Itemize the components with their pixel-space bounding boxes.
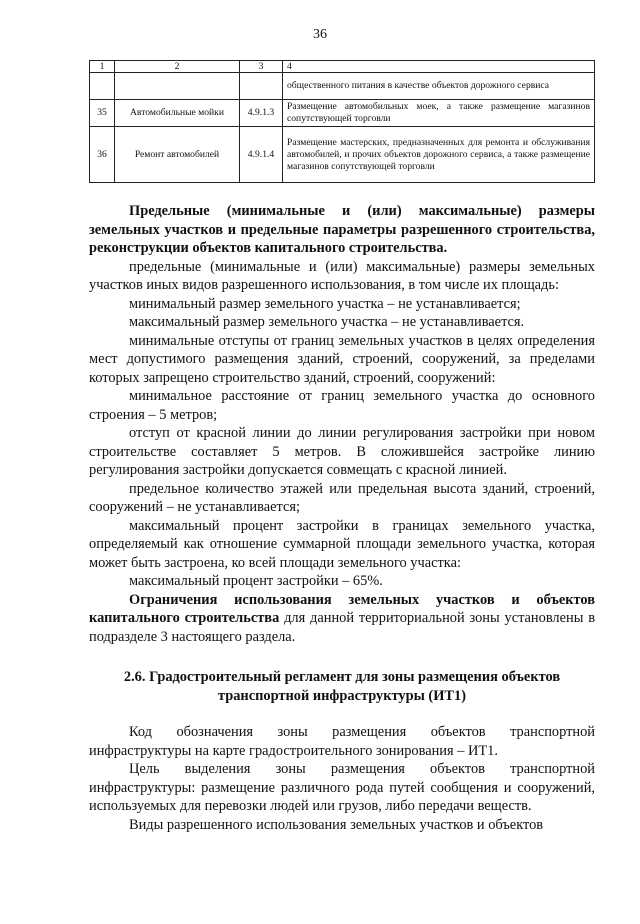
row-name	[115, 73, 240, 100]
row-number	[90, 73, 115, 100]
row-code: 4.9.1.3	[240, 100, 283, 127]
paragraph: отступ от красной линии до линии регулирования застройки при новом строительстве составляет 5 метров. В сложившейся застройке линию регулирования застройки допускается совмещать с красной линией.	[89, 425, 595, 478]
row-code	[240, 73, 283, 100]
row-name: Ремонт автомобилей	[115, 127, 240, 183]
document-body	[89, 202, 595, 834]
row-name: Автомобильные мойки	[115, 100, 240, 127]
restrictions-bold-text: Ограничения использования земельных участков и объектов капитального строительства	[89, 591, 595, 626]
table-row	[90, 73, 595, 100]
paragraph: максимальный процент застройки – 65%.	[129, 573, 383, 589]
paragraph: минимальный размер земельного участка – не устанавливается;	[129, 295, 521, 312]
paragraph: максимальный размер земельного участка – не устанавливается.	[129, 314, 525, 330]
section-title: 2.6. Градостроительный регламент для зоны размещения объектов транспортной инфраструктуры (ИТ1)	[123, 669, 561, 704]
table-header-cell: 1	[90, 61, 115, 73]
row-description: общественного питания в качестве объектов дорожного сервиса	[283, 73, 595, 100]
paragraph: минимальное расстояние от границ земельного участка до основного строения – 5 метров;	[89, 388, 595, 423]
land-use-table	[89, 60, 595, 183]
paragraph: предельные (минимальные и (или) максимальные) размеры земельных участков иных видов разрешенного использования, в том числе их площадь:	[89, 258, 595, 293]
paragraph: Цель выделения зоны размещения объектов транспортной инфраструктуры: размещение различного рода путей сообщения и сооружений, используемых для перевозки людей или грузов, либо передачи веществ.	[89, 761, 595, 814]
table-header-row	[90, 61, 595, 73]
row-description: Размещение мастерских, предназначенных для ремонта и обслуживания автомобилей, и прочих объектов дорожного сервиса, а также размещение магазинов сопутствующей торговли	[283, 127, 595, 183]
page-number: 36	[313, 27, 327, 42]
table-row	[90, 127, 595, 183]
restrictions-text: для данной территориальной зоны установлены в подразделе 3 настоящего раздела.	[89, 610, 595, 645]
paragraph: максимальный процент застройки в границах земельного участка, определяемый как отношение суммарной площади земельного участка, которая может быть застроена, ко всей площади земельного участка:	[89, 517, 595, 571]
heading-limits: Предельные (минимальные и (или) максимальные) размеры земельных участков и предельные параметры разрешенного строительства, реконструкции объектов капитального строительства.	[89, 203, 595, 256]
paragraph: Виды разрешенного использования земельных участков и объектов	[129, 816, 544, 833]
table-header-cell: 3	[240, 61, 283, 73]
table-header-cell: 4	[283, 61, 595, 73]
paragraph-restrictions	[89, 591, 595, 647]
table-header-cell: 2	[115, 61, 240, 73]
row-number: 35	[90, 100, 115, 127]
row-description: Размещение автомобильных моек, а также размещение магазинов сопутствующей торговли	[283, 100, 595, 127]
paragraph: Код обозначения зоны размещения объектов транспортной инфраструктуры на карте градостроительного зонирования – ИТ1.	[89, 724, 595, 759]
paragraph: предельное количество этажей или предельная высота зданий, строений, сооружений – не устанавливается;	[89, 480, 595, 515]
row-code: 4.9.1.4	[240, 127, 283, 183]
table-row	[90, 100, 595, 127]
paragraph: минимальные отступы от границ земельных участков в целях определения мест допустимого размещения зданий, строений, сооружений, за пределами которых запрещено строительство зданий, строений, сооружений:	[89, 332, 595, 386]
row-number: 36	[90, 127, 115, 183]
